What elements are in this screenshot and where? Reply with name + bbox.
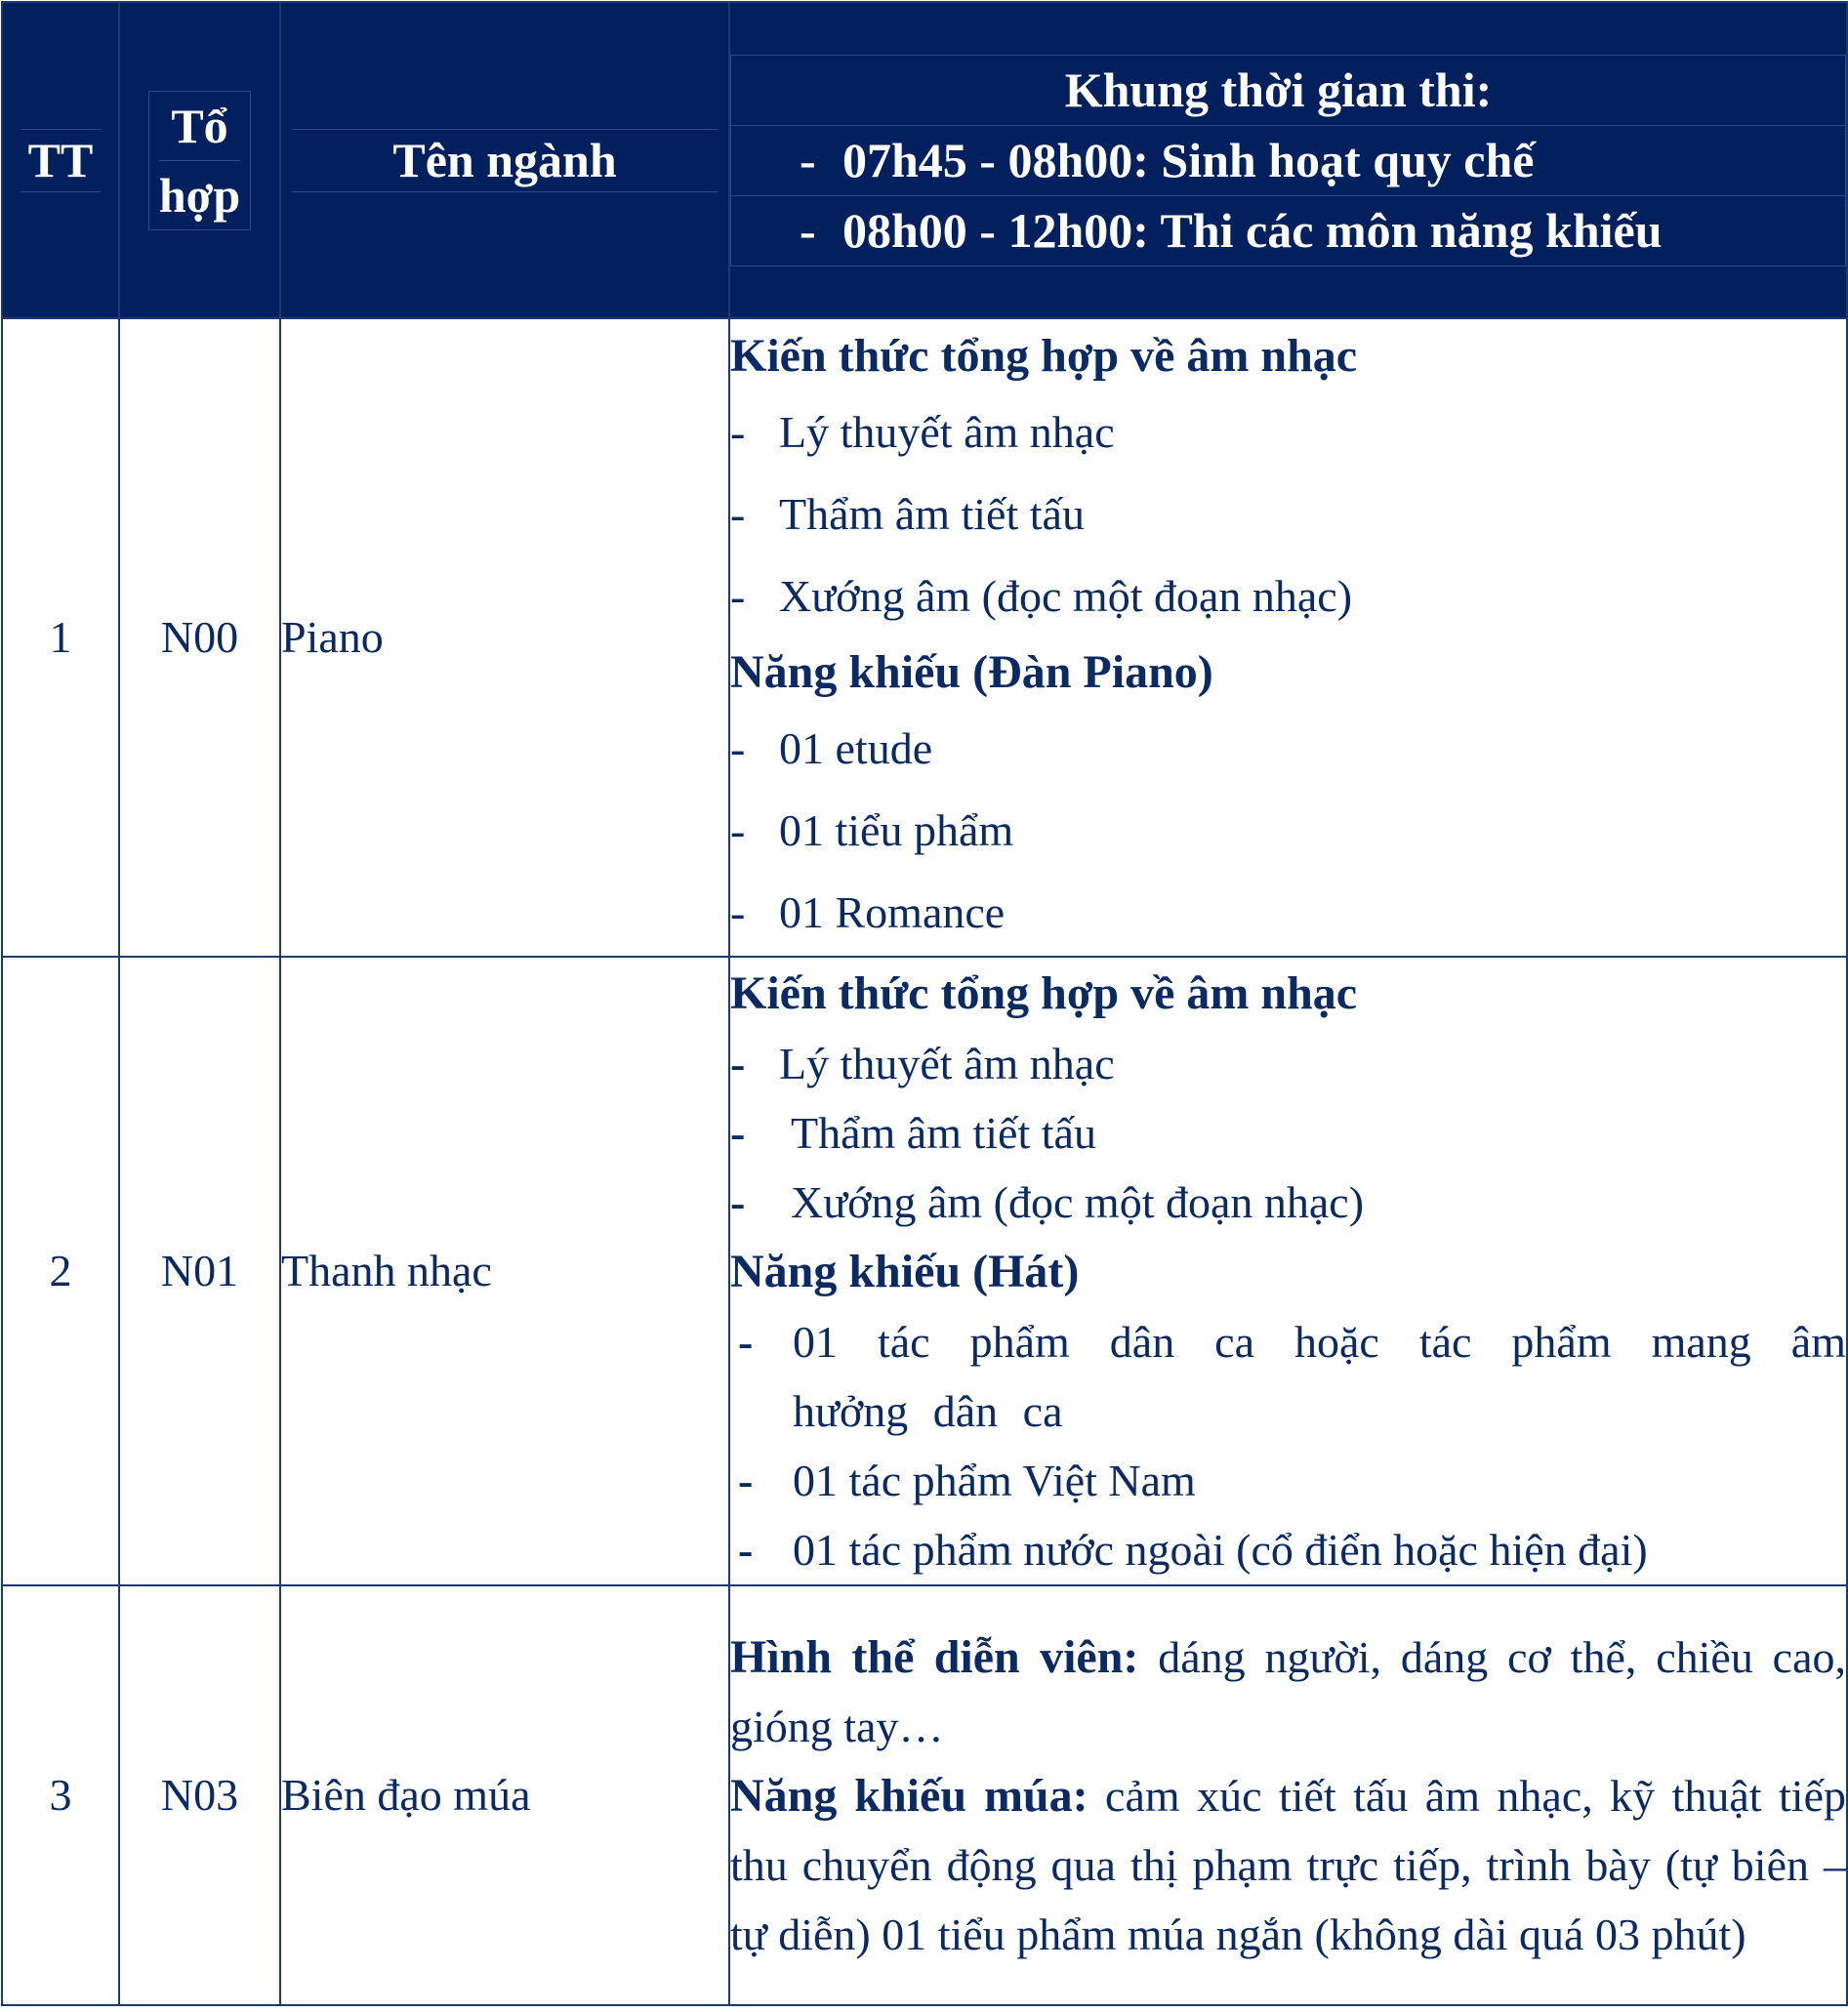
table-row-piano <box>2 318 1847 957</box>
header-row <box>2 2 1847 318</box>
cell-major: Biên đạo múa <box>280 1585 729 2005</box>
exam-schedule-table <box>1 1 1848 2006</box>
list-item-text: 01 Romance <box>779 887 1006 937</box>
dash-bullet: - <box>730 1107 746 1158</box>
dash-bullet: - <box>800 202 816 258</box>
cell-tt: 1 <box>2 318 119 957</box>
list-item <box>730 1098 1846 1168</box>
header-major <box>280 2 729 318</box>
list-item <box>730 391 1846 473</box>
dash-bullet: - <box>730 805 746 855</box>
header-major-label: Tên ngành <box>292 129 718 192</box>
dash-bullet: - <box>730 407 746 457</box>
dash-bullet: - <box>738 1524 754 1575</box>
cell-content <box>729 1585 1847 2005</box>
schedule-line-text: 07h45 - 08h00: Sinh hoạt quy chế <box>842 132 1535 187</box>
list-item <box>730 473 1846 555</box>
paragraph-label: Hình thể diễn viên: <box>730 1630 1139 1683</box>
cell-major: Piano <box>280 318 729 957</box>
list-item-text: Lý thuyết âm nhạc <box>779 407 1115 457</box>
list-item-text: Thẩm âm tiết tấu <box>791 1107 1096 1158</box>
list-item-text: Lý thuyết âm nhạc <box>779 1038 1115 1088</box>
list-item-text: 01 tác phẩm nước ngoài (cổ điển hoặc hiện đại) <box>793 1524 1648 1575</box>
list-item-text: 01 etude <box>779 723 933 773</box>
list-item-text: Xướng âm (đọc một đoạn nhạc) <box>779 571 1353 621</box>
cell-content <box>729 318 1847 957</box>
list-item <box>730 1446 1846 1515</box>
list-item <box>730 1029 1846 1098</box>
schedule-box <box>730 55 1846 267</box>
list-item <box>730 790 1846 872</box>
cell-combo: N01 <box>119 957 280 1585</box>
section-title: Kiến thức tổng hợp về âm nhạc <box>730 966 1358 1019</box>
list-item-text: 01 tiểu phẩm <box>779 805 1014 855</box>
dash-bullet: - <box>730 571 746 621</box>
table-row-bien-dao-mua <box>2 1585 1847 2005</box>
cell-combo: N00 <box>119 318 280 957</box>
schedule-line-text: 08h00 - 12h00: Thi các môn năng khiếu <box>842 202 1663 258</box>
section-title: Năng khiếu (Đàn Piano) <box>730 646 1213 698</box>
cell-combo: N03 <box>119 1585 280 2005</box>
schedule-line-2 <box>731 195 1845 266</box>
header-combo-stack <box>148 91 251 230</box>
paragraph-text: dáng người, dáng cơ thể, chiều cao, gióng tay… <box>730 1631 1846 1751</box>
list-item <box>730 872 1846 954</box>
list-item <box>730 708 1846 790</box>
header-combo-line2: hợp <box>159 160 240 229</box>
header-schedule <box>729 2 1847 318</box>
list-item-text: Xướng âm (đọc một đoạn nhạc) <box>791 1176 1365 1227</box>
table-header <box>2 2 1847 318</box>
list-item-text: 01 tác phẩm dân ca hoặc tác phẩm mang âm hưởng dân ca <box>793 1316 1846 1436</box>
table-row-thanh-nhac <box>2 957 1847 1585</box>
cell-tt: 3 <box>2 1585 119 2005</box>
dash-bullet: - <box>730 723 746 773</box>
table-body <box>2 318 1847 2005</box>
header-combo-line1: Tổ <box>171 98 228 153</box>
list-item <box>730 1168 1846 1237</box>
list-item <box>730 1515 1846 1584</box>
paragraph-physique <box>730 1622 1846 1761</box>
schedule-line-1 <box>731 125 1845 195</box>
header-combo <box>119 2 280 318</box>
dash-bullet: - <box>738 1455 754 1505</box>
list-item <box>730 555 1846 637</box>
dash-bullet: - <box>738 1316 754 1367</box>
section-title: Kiến thức tổng hợp về âm nhạc <box>730 330 1358 382</box>
dash-bullet: - <box>800 132 816 187</box>
list-item-text: Thẩm âm tiết tấu <box>779 489 1085 539</box>
dash-bullet: - <box>730 887 746 937</box>
paragraph-text: cảm xúc tiết tấu âm nhạc, kỹ thuật tiếp thu chuyển động qua thị phạm trực tiếp, trình bày (tự biên – tự diễn) 01 tiểu phẩm múa ngắn (không dài quá 03 phút) <box>730 1770 1846 1959</box>
cell-tt: 2 <box>2 957 119 1585</box>
paragraph-label: Năng khiếu múa: <box>730 1769 1088 1822</box>
list-item <box>730 1307 1846 1446</box>
paragraph-dance-talent <box>730 1761 1846 1969</box>
dash-bullet: - <box>730 1038 746 1088</box>
cell-major: Thanh nhạc <box>280 957 729 1585</box>
dash-bullet: - <box>730 1176 746 1227</box>
schedule-title: Khung thời gian thi: <box>1064 62 1493 117</box>
cell-content <box>729 957 1847 1585</box>
list-item-text: 01 tác phẩm Việt Nam <box>793 1455 1196 1505</box>
section-title: Năng khiếu (Hát) <box>730 1245 1080 1297</box>
dash-bullet: - <box>730 489 746 539</box>
header-tt <box>2 2 119 318</box>
header-tt-label: TT <box>21 129 102 192</box>
